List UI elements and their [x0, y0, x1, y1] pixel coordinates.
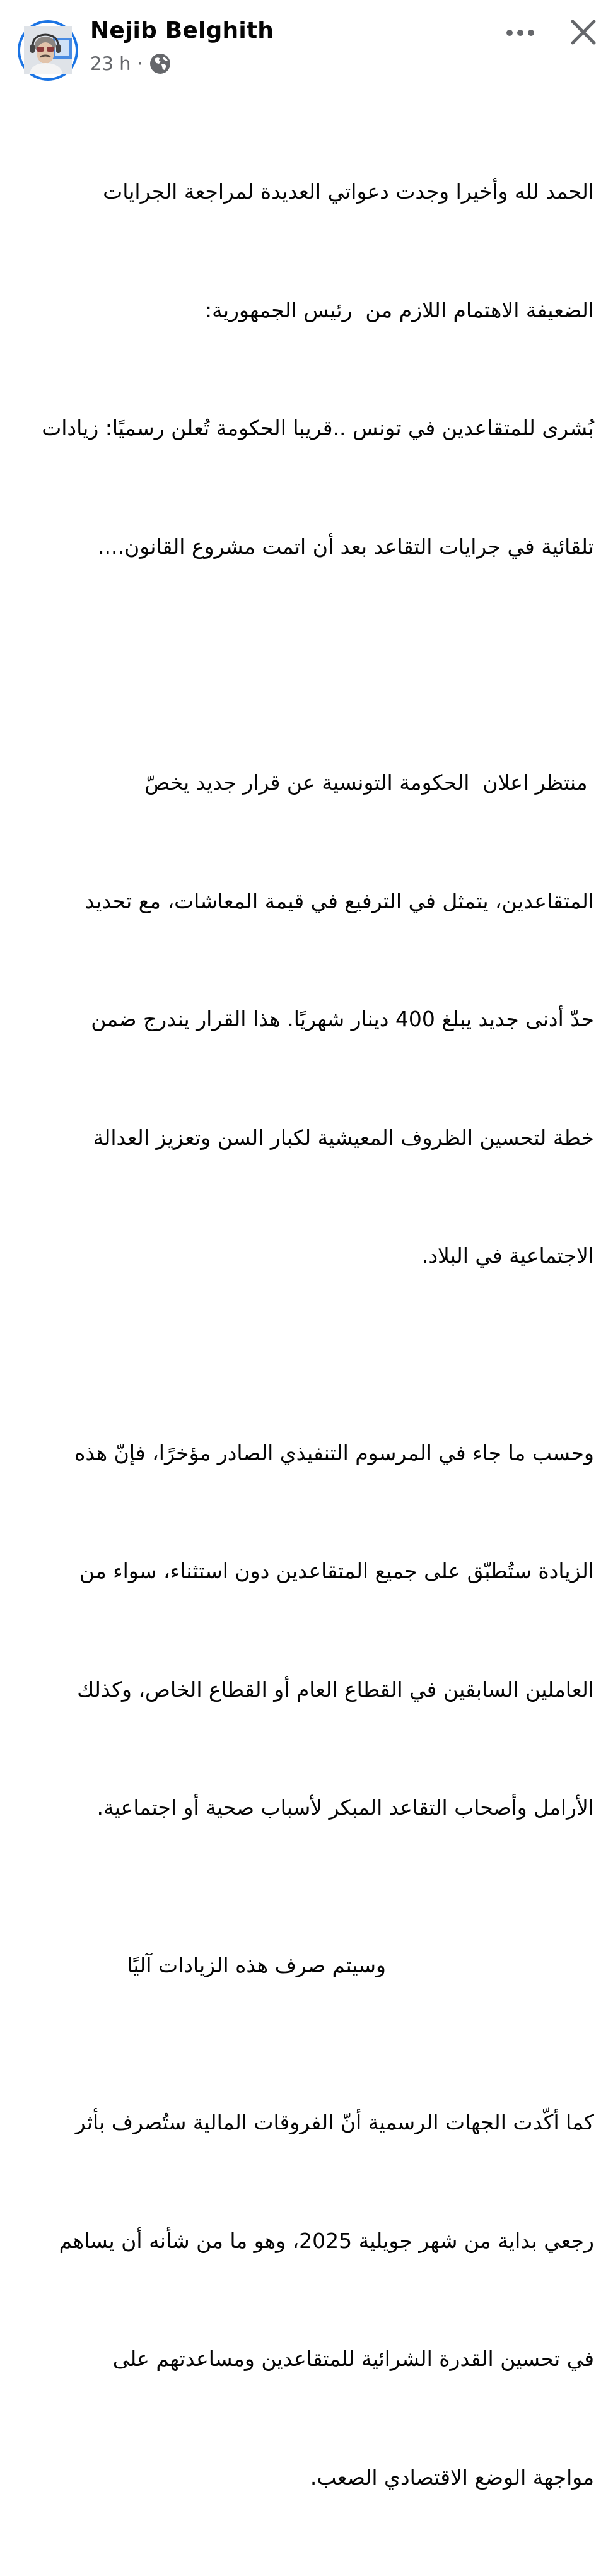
text-line: مواجهة الوضع الاقتصادي الصعب. — [310, 2464, 594, 2490]
post-header — [0, 0, 613, 88]
close-icon — [566, 15, 600, 49]
text-line: حدّ أدنى جديد يبلغ 400 دينار شهريًا. هذا القرار يندرج ضمن — [91, 1007, 594, 1031]
blank-line — [14, 645, 594, 684]
text-line: منتظر اعلان الحكومة التونسية عن قرار جديد يخصّ — [144, 770, 594, 795]
text-line: المتقاعدين، يتمثل في الترفيع في قيمة المعاشات، مع تحديد — [85, 888, 594, 913]
text-line: كما أكّدت الجهات الرسمية أنّ الفروقات المالية ستُصرف بأثر — [75, 2110, 594, 2134]
profile-photo-icon — [24, 26, 72, 74]
text-line: في تحسين القدرة الشرائية للمتقاعدين ومساعدتهم على — [112, 2346, 594, 2371]
post-text — [14, 93, 594, 2576]
paragraph-decree — [14, 1355, 594, 1907]
text-line: الحمد لله وأخيرا وجدت دعواتي العديدة لمراجعة الجرايات — [103, 179, 594, 204]
post-timestamp[interactable]: 23 h — [90, 53, 131, 74]
text-line: الاجتماعية في البلاد. — [421, 1243, 594, 1268]
avatar[interactable] — [24, 26, 72, 74]
text-line: الزيادة ستُطبّق على جميع المتقاعدين دون استثناء، سواء من — [79, 1559, 594, 1583]
meta-separator: · — [137, 53, 143, 74]
paragraph-automatic: وسيتم صرف هذه الزيادات آليًا — [127, 1952, 386, 1977]
avatar-story-ring[interactable] — [18, 20, 78, 81]
text-line: وحسب ما جاء في المرسوم التنفيذي الصادر مؤخرًا، فإنّ هذه — [74, 1440, 594, 1465]
post-meta — [90, 53, 171, 74]
text-line: العاملين السابقين في القطاع العام أو القطاع الخاص، وكذلك — [77, 1677, 594, 1702]
globe-icon[interactable] — [149, 53, 171, 74]
text-line: بُشرى للمتقاعدين في تونس ..قريبا الحكومة تُعلن رسميًا: زيادات — [42, 416, 594, 440]
close-button[interactable] — [566, 15, 600, 49]
text-line: الأرامل وأصحاب التقاعد المبكر لأسباب صحية أو اجتماعية. — [96, 1795, 594, 1820]
blank-line — [14, 1907, 594, 1946]
more-options-button[interactable] — [498, 20, 542, 45]
text-line: تلقائية في جرايات التقاعد بعد أن اتمت مشروع القانون.... — [98, 534, 594, 559]
author-name[interactable]: Nejib Belghith — [90, 18, 274, 44]
paragraph-retroactive — [14, 2024, 594, 2576]
paragraph-announcement — [14, 684, 594, 1355]
text-line: خطة لتحسين الظروف المعيشية لكبار السن وتعزيز العدالة — [93, 1125, 594, 1150]
blank-line — [14, 1985, 594, 2024]
text-line: الضعيفة الاهتمام اللازم من رئيس الجمهورية: — [205, 297, 594, 322]
paragraph-intro — [14, 93, 594, 645]
text-line: رجعي بداية من شهر جويلية 2025، وهو ما من شأنه أن يساهم — [59, 2228, 594, 2253]
more-horizontal-icon — [506, 28, 535, 37]
